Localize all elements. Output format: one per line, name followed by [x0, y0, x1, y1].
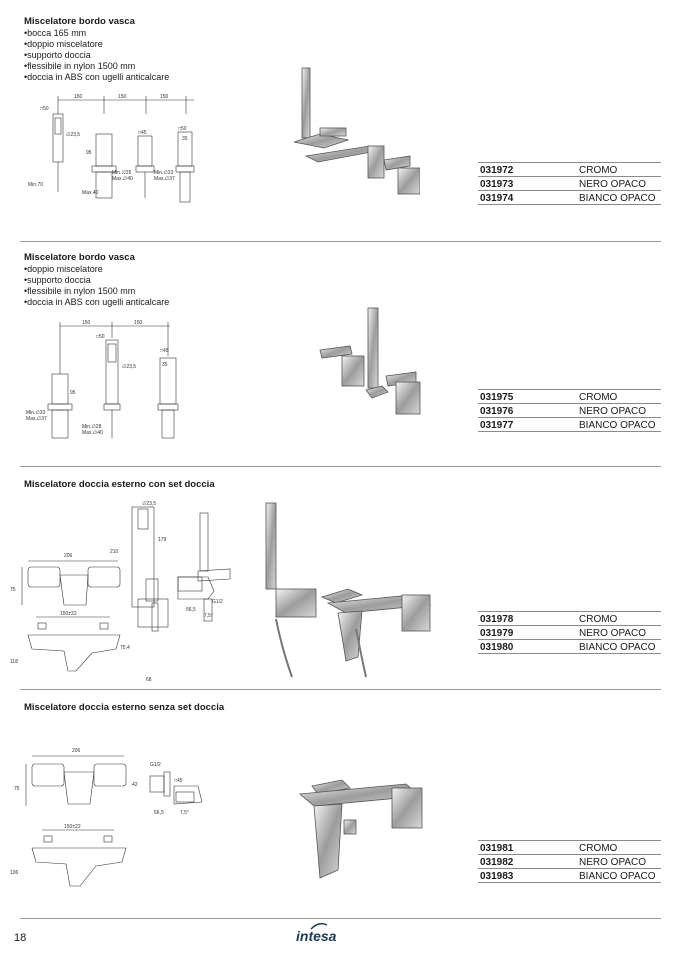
product-finish: CROMO [577, 390, 661, 404]
product-codes-table [478, 389, 661, 432]
table-row [478, 404, 661, 418]
brand-logo [296, 928, 336, 944]
product-section-1 [0, 0, 678, 241]
dimension-label: 150±22 [60, 611, 77, 617]
technical-drawing [26, 320, 186, 445]
feature-item: • doccia in ABS con ugelli anticalcare [24, 297, 169, 308]
table-row [478, 626, 661, 640]
dimension-label: 150 [160, 94, 169, 100]
product-code: 031975 [478, 390, 577, 404]
footer-divider [20, 918, 661, 919]
dimension-label: ∅23,5 [66, 132, 81, 138]
product-photo [290, 64, 420, 199]
dimension-label: Max.∅37 [26, 416, 47, 422]
product-finish: NERO OPACO [577, 177, 661, 191]
product-code: 031983 [478, 869, 577, 883]
dimension-label: □45 [138, 130, 147, 136]
dimension-label: 75 [14, 786, 20, 792]
product-codes-table [478, 162, 661, 205]
product-finish: CROMO [577, 841, 661, 855]
dimension-label: 68 [146, 677, 152, 683]
technical-drawing [8, 742, 218, 912]
product-finish: CROMO [577, 163, 661, 177]
feature-item: • doppio miscelatore [24, 39, 169, 50]
feature-item: • flessibile in nylon 1500 mm [24, 286, 169, 297]
dimension-label: 56,5 [186, 607, 196, 613]
feature-item: • doccia in ABS con ugelli anticalcare [24, 72, 169, 83]
table-row [478, 418, 661, 432]
product-code: 031972 [478, 163, 577, 177]
dimension-label: 95 [86, 150, 92, 156]
product-section-4 [0, 690, 678, 918]
table-row [478, 390, 661, 404]
section-title: Miscelatore bordo vasca [24, 252, 135, 263]
dimension-label: 150 [134, 320, 143, 326]
section-title: Miscelatore doccia esterno senza set doccia [24, 702, 225, 713]
feature-list [24, 28, 169, 83]
dimension-label: ∅23,5 [142, 501, 157, 507]
dimension-label: 150 [74, 94, 83, 100]
dimension-label: Max.40 [82, 190, 99, 196]
product-code: 031978 [478, 612, 577, 626]
dimension-label: 95 [70, 390, 76, 396]
product-section-2 [0, 242, 678, 466]
product-section-3 [0, 467, 678, 689]
feature-item: • flessibile in nylon 1500 mm [24, 61, 169, 72]
table-row [478, 841, 661, 855]
feature-list [24, 264, 169, 308]
dimension-label: 150 [118, 94, 127, 100]
table-row [478, 191, 661, 205]
dimension-label: 210 [110, 549, 119, 555]
product-finish: NERO OPACO [577, 855, 661, 869]
product-code: 031973 [478, 177, 577, 191]
brand-name: intesa [296, 928, 337, 944]
dimension-label: 118 [10, 659, 18, 665]
table-row [478, 177, 661, 191]
dimension-label: Min.∅28 [82, 424, 102, 430]
product-finish: BIANCO OPACO [577, 640, 661, 654]
dimension-label: □45 [174, 778, 183, 784]
dimension-label: □50 [96, 334, 105, 340]
dimension-label: Max.∅37 [154, 176, 175, 182]
table-row [478, 855, 661, 869]
feature-item: • bocca 165 mm [24, 28, 169, 39]
dimension-label: 179 [158, 537, 167, 543]
table-row [478, 612, 661, 626]
product-code: 031982 [478, 855, 577, 869]
section-title: Miscelatore doccia esterno con set doccia [24, 479, 215, 490]
product-code: 031976 [478, 404, 577, 418]
dimension-label: G1/2 [150, 762, 161, 768]
dimension-label: 150 [82, 320, 91, 326]
logo-swoosh-icon [310, 922, 328, 930]
feature-item: • supporto doccia [24, 50, 169, 61]
dimension-label: 75,4 [120, 645, 130, 651]
page-number: 18 [14, 932, 27, 944]
dimension-label: Min.∅33 [154, 170, 174, 176]
product-finish: CROMO [577, 612, 661, 626]
dimension-label: 35 [182, 136, 188, 142]
dimension-label: □45 [160, 348, 169, 354]
dimension-label: 35 [162, 362, 168, 368]
product-photo [316, 304, 426, 424]
product-code: 031977 [478, 418, 577, 432]
dimension-label: 206 [72, 748, 81, 754]
dimension-label: Max.∅40 [82, 430, 103, 436]
product-code: 031979 [478, 626, 577, 640]
dimension-label: Min.∅33 [26, 410, 46, 416]
dimension-label: 75 [10, 587, 16, 593]
product-codes-table [478, 611, 661, 654]
product-photo [262, 499, 442, 679]
section-title: Miscelatore bordo vasca [24, 16, 135, 27]
dimension-label: 42 [132, 782, 138, 788]
dimension-label: G1/2 [212, 599, 223, 605]
feature-item: • doppio miscelatore [24, 264, 169, 275]
dimension-label: 56,5 [154, 810, 164, 816]
product-codes-table [478, 840, 661, 883]
product-finish: NERO OPACO [577, 626, 661, 640]
technical-drawing [8, 499, 238, 689]
product-code: 031974 [478, 191, 577, 205]
dimension-label: 206 [64, 553, 73, 559]
dimension-label: □50 [178, 126, 187, 132]
product-code: 031981 [478, 841, 577, 855]
product-code: 031980 [478, 640, 577, 654]
product-finish: NERO OPACO [577, 404, 661, 418]
dimension-label: Min.∅35 [112, 170, 132, 176]
dimension-label: 150±22 [64, 824, 81, 830]
dimension-label: □50 [40, 106, 49, 112]
table-row [478, 869, 661, 883]
dimension-label: 7,5° [180, 810, 189, 816]
table-row [478, 163, 661, 177]
product-finish: BIANCO OPACO [577, 869, 661, 883]
feature-item: • supporto doccia [24, 275, 169, 286]
table-row [478, 640, 661, 654]
product-finish: BIANCO OPACO [577, 418, 661, 432]
dimension-label: 136 [10, 870, 19, 876]
product-finish: BIANCO OPACO [577, 191, 661, 205]
dimension-label: Max.∅40 [112, 176, 133, 182]
product-photo [296, 774, 430, 886]
dimension-label: Min.70 [28, 182, 44, 188]
dimension-label: 7,5° [204, 613, 213, 619]
technical-drawing [26, 94, 206, 214]
dimension-label: ∅23,5 [122, 364, 137, 370]
